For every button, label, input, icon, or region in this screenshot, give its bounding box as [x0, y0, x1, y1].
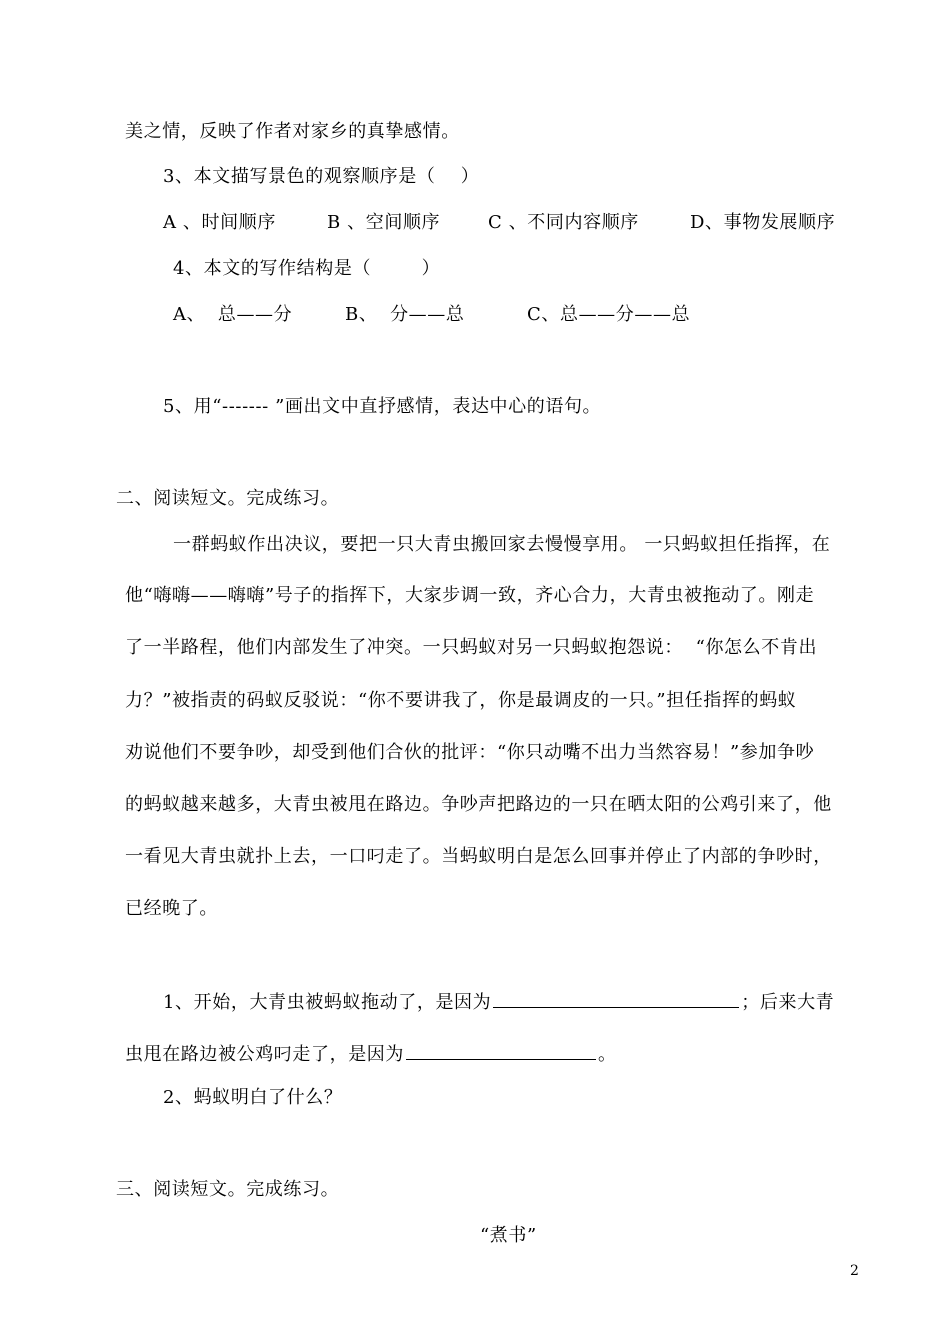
s2-q1-prompt-d: 。 [598, 1044, 617, 1065]
passage-line: 他“嗨嗨——嗨嗨”号子的指挥下，大家步调一致，齐心合力，大青虫被拖动了。刚走 [125, 585, 815, 606]
passage-line: 劝说他们不要争吵，却受到他们合伙的批评：“你只动嘴不出力当然容易！”参加争吵 [125, 742, 815, 763]
s2-q2: 2、蚂蚁明白了什么？ [163, 1087, 343, 1108]
passage-line: 的蚂蚁越来越多，大青虫被甩在路边。争吵声把路边的一只在晒太阳的公鸡引来了，他 [125, 794, 832, 815]
section3-heading: 三、阅读短文。完成练习。 [116, 1179, 340, 1200]
answer-blank-2[interactable] [406, 1041, 596, 1060]
s2-q1-line1 [163, 989, 834, 1015]
q4-option-b: B、 分——总 [345, 304, 465, 325]
passage-line: 一群蚂蚁作出决议，要把一只大青虫搬回家去慢慢享用。 一只蚂蚁担任指挥，在 [173, 534, 831, 555]
passage-line: 已经晚了。 [125, 898, 218, 919]
q5-stem: 5、用“------- ”画出文中直抒感情，表达中心的语句。 [163, 396, 602, 417]
q3-option-b: B 、空间顺序 [327, 212, 441, 233]
q3-option-d: D、事物发展顺序 [690, 212, 836, 233]
s2-q1-line2 [125, 1041, 617, 1067]
q3-option-c: C 、不同内容顺序 [488, 212, 639, 233]
answer-blank-1[interactable] [493, 989, 739, 1008]
passage-line: 力？”被指责的码蚁反驳说：“你不要讲我了，你是最调皮的一只。”担任指挥的蚂蚁 [125, 690, 797, 711]
q3-option-a: A 、时间顺序 [163, 212, 276, 233]
s2-q1-prompt-a: 1、开始，大青虫被蚂蚁拖动了，是因为 [163, 992, 492, 1013]
q4-option-c: C、总——分——总 [527, 304, 691, 325]
q4-option-a: A、 总——分 [173, 304, 293, 325]
section3-title: “煮书” [480, 1225, 537, 1246]
s2-q1-prompt-c: 虫甩在路边被公鸡叼走了，是因为 [125, 1044, 404, 1065]
q3-stem: 3、本文描写景色的观察顺序是（ ） [163, 166, 480, 187]
passage-line: 一看见大青虫就扑上去，一口叼走了。当蚂蚁明白是怎么回事并停止了内部的争吵时， [125, 846, 832, 867]
q4-stem: 4、本文的写作结构是（ ） [173, 258, 441, 279]
page-number: 2 [850, 1263, 859, 1279]
section2-heading: 二、阅读短文。完成练习。 [116, 488, 340, 509]
passage-line: 了一半路程，他们内部发生了冲突。一只蚂蚁对另一只蚂蚁抱怨说： “你怎么不肯出 [125, 637, 818, 658]
intro-tail: 美之情，反映了作者对家乡的真挚感情。 [125, 121, 460, 142]
s2-q1-prompt-b: ；后来大青 [741, 992, 835, 1013]
